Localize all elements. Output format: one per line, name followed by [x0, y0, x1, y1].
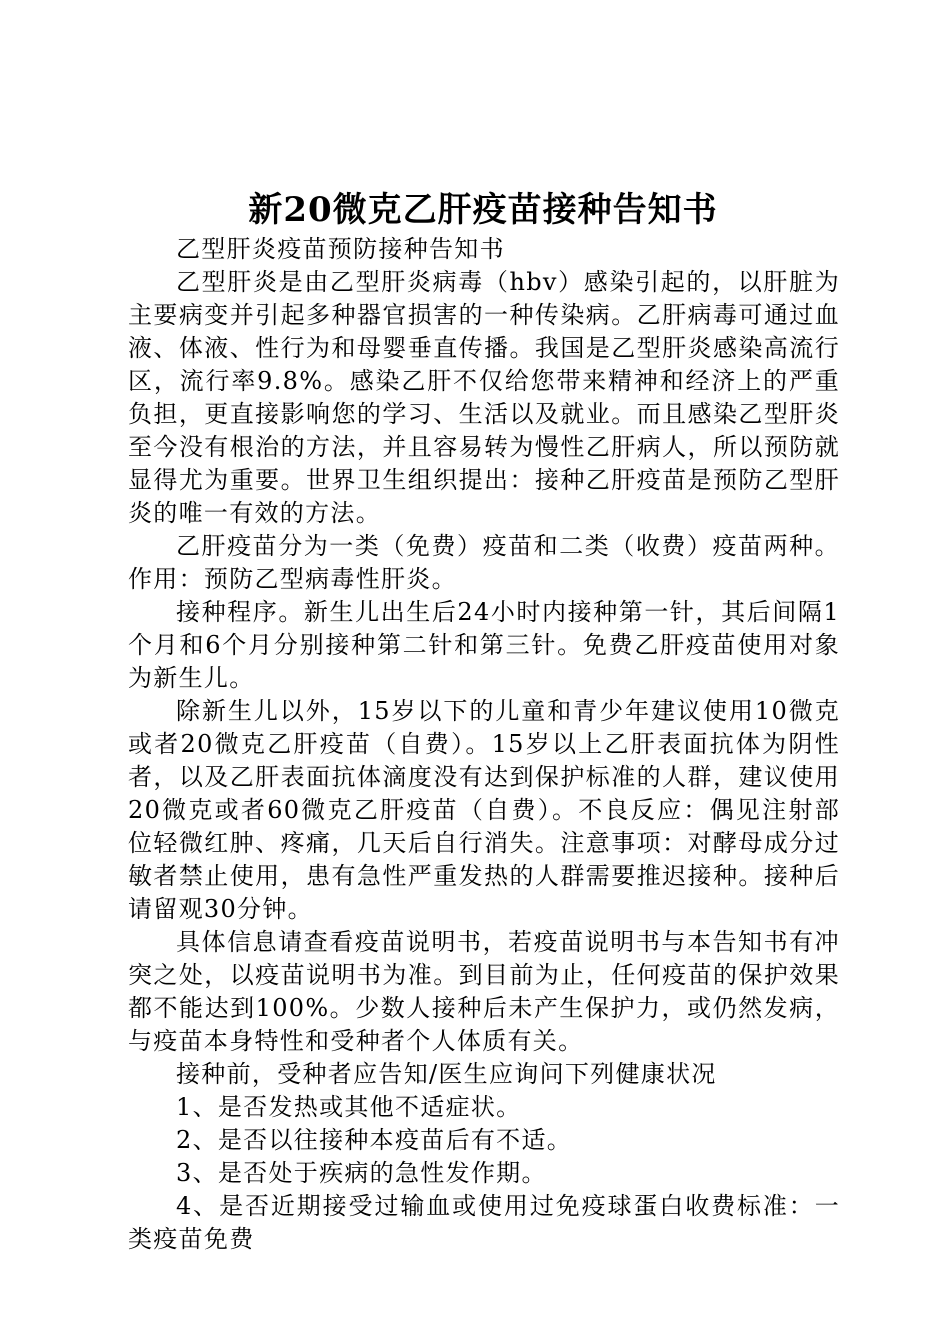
list-item: 3、是否处于疾病的急性发作期。: [176, 1159, 547, 1187]
list-item: 2、是否以往接种本疫苗后有不适。: [176, 1126, 573, 1154]
paragraph-subtitle: 乙型肝炎疫苗预防接种告知书: [176, 235, 505, 263]
paragraph-info: 具体信息请查看疫苗说明书，若疫苗说明书与本告知书有冲突之处，以疫苗说明书为准。到目前为止，任何疫苗的保护效果都不能达到100%。少数人接种后未产生保护力，或仍然发病，与疫苗本身特性和受种者个人体质有关。: [128, 928, 840, 1055]
paragraph-vaccine-types: 乙肝疫苗分为一类（免费）疫苗和二类（收费）疫苗两种。作用：预防乙型病毒性肝炎。: [128, 532, 840, 593]
paragraph-health-check: 接种前，受种者应告知/医生应询问下列健康状况: [176, 1060, 717, 1088]
list-item: 1、是否发热或其他不适症状。: [176, 1093, 522, 1121]
paragraph-intro: 乙型肝炎是由乙型肝炎病毒（hbv）感染引起的，以肝脏为主要病变并引起多种器官损害的一种传染病。乙肝病毒可通过血液、体液、性行为和母婴垂直传播。我国是乙型肝炎感染高流行区，流行率9.8%。感染乙肝不仅给您带来精神和经济上的严重负担，更直接影响您的学习、生活以及就业。而且感染乙型肝炎至今没有根治的方法，并且容易转为慢性乙肝病人，所以预防就显得尤为重要。世界卫生组织提出：接种乙肝疫苗是预防乙型肝炎的唯一有效的方法。: [128, 268, 840, 527]
list-item: 4、是否近期接受过输血或使用过免疫球蛋白收费标准：一类疫苗免费: [128, 1192, 840, 1253]
document-title: 新20微克乙肝疫苗接种告知书: [248, 190, 718, 230]
paragraph-schedule: 接种程序。新生儿出生后24小时内接种第一针，其后间隔1个月和6个月分别接种第二针和第三针。免费乙肝疫苗使用对象为新生儿。: [128, 598, 840, 692]
document-body: [128, 233, 840, 1256]
paragraph-dosage: 除新生儿以外，15岁以下的儿童和青少年建议使用10微克或者20微克乙肝疫苗（自费）。15岁以上乙肝表面抗体为阴性者，以及乙肝表面抗体滴度没有达到保护标准的人群，建议使用20微克或者60微克乙肝疫苗（自费）。不良反应：偶见注射部位轻微红肿、疼痛，几天后自行消失。注意事项：对酵母成分过敏者禁止使用，患有急性严重发热的人群需要推迟接种。接种后请留观30分钟。: [128, 697, 840, 923]
